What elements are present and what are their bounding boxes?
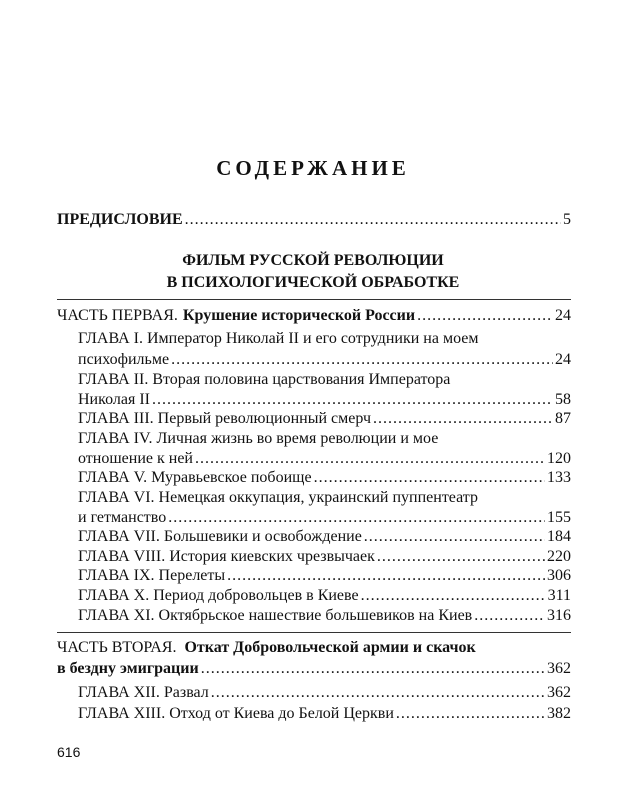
- leader-dots: [474, 606, 545, 626]
- chapter-1-title-line1: ГЛАВА I. Император Николай II и его сотрудники на моем: [78, 330, 479, 347]
- leader-dots: [377, 547, 545, 567]
- toc-entry-chapter-12[interactable]: [78, 683, 571, 703]
- chapter-9-title: ГЛАВА IX. Перелеты: [78, 567, 226, 584]
- leader-dots: [168, 508, 545, 528]
- leader-dots: [417, 306, 553, 326]
- toc-entry-chapter-7[interactable]: [78, 527, 571, 547]
- leader-dots: [361, 586, 546, 606]
- chapter-6-title-line2: и гетманство: [78, 509, 167, 526]
- section-heading-line2: В ПСИХОЛОГИЧЕСКОЙ ОБРАБОТКЕ: [166, 274, 460, 291]
- leader-dots: [201, 659, 545, 679]
- toc-entry-chapter-6[interactable]: [78, 508, 571, 528]
- chapter-2-title-line2: Николая II: [78, 391, 150, 408]
- page-number: 155: [547, 509, 571, 526]
- footer-page-number: 616: [57, 744, 81, 760]
- page-number: 133: [547, 469, 571, 486]
- page-number: 184: [547, 528, 571, 545]
- toc-entry-chapter-1[interactable]: [78, 350, 571, 370]
- page-number: 120: [547, 450, 571, 467]
- toc-entry-chapter-3[interactable]: [78, 409, 571, 429]
- part2-title-line1: Откат Добровольческой армии и скачок: [184, 639, 476, 656]
- leader-dots: [152, 390, 553, 410]
- page-number: 24: [555, 351, 571, 368]
- toc-entry-chapter-9[interactable]: [78, 566, 571, 586]
- part1-prefix: ЧАСТЬ ПЕРВАЯ.: [57, 307, 178, 324]
- page-number: 58: [555, 391, 571, 408]
- toc-entry-chapter-8[interactable]: [78, 547, 571, 567]
- chapter-3-title: ГЛАВА III. Первый революционный смерч: [78, 410, 371, 427]
- leader-dots: [373, 409, 553, 429]
- toc-entry-preface[interactable]: [57, 210, 571, 230]
- leader-dots: [195, 449, 545, 469]
- leader-dots: [314, 468, 545, 488]
- chapter-13-title: ГЛАВА XIII. Отход от Киева до Белой Церкви: [78, 705, 394, 722]
- toc-entry-chapter-5[interactable]: [78, 468, 571, 488]
- chapter-12-title: ГЛАВА XII. Развал: [78, 684, 209, 701]
- toc-entry-chapter-4[interactable]: [78, 449, 571, 469]
- page-number: 382: [547, 705, 571, 722]
- part2-title-line2: в бездну эмиграции: [57, 660, 199, 677]
- page-number: 87: [555, 410, 571, 427]
- page-number: 220: [547, 548, 571, 565]
- toc-entry-chapter-11[interactable]: [78, 606, 571, 626]
- part2-heading-line1: [57, 638, 476, 658]
- chapter-2-title-line1: ГЛАВА II. Вторая половина царствования Императора: [78, 371, 451, 388]
- chapter-11-title: ГЛАВА XI. Октябрьское нашествие большевиков на Киев: [78, 607, 473, 624]
- preface-label: ПРЕДИСЛОВИЕ: [57, 211, 183, 228]
- toc-entry-chapter-10[interactable]: [78, 586, 571, 606]
- chapter-4-title-line1: ГЛАВА IV. Личная жизнь во время революции и мое: [78, 430, 439, 447]
- leader-dots: [227, 566, 545, 586]
- toc-entry-part2[interactable]: [57, 659, 571, 679]
- leader-dots: [185, 210, 561, 230]
- page-number: 5: [563, 211, 571, 228]
- chapter-4-title-line2: отношение к ней: [78, 450, 193, 467]
- chapter-10-title: ГЛАВА X. Период добровольцев в Киеве: [78, 587, 359, 604]
- page-number: 306: [547, 567, 571, 584]
- page-number: 311: [547, 587, 571, 604]
- page-title: СОДЕРЖАНИЕ: [216, 156, 410, 180]
- chapter-7-title: ГЛАВА VII. Большевики и освобождение: [78, 528, 362, 545]
- toc-entry-chapter-13[interactable]: [78, 704, 571, 724]
- chapter-5-title: ГЛАВА V. Муравьевское побоище: [78, 469, 312, 486]
- divider: [57, 632, 571, 633]
- chapter-6-title-line1: ГЛАВА VI. Немецкая оккупация, украинский пуппентеатр: [78, 489, 478, 506]
- leader-dots: [171, 350, 553, 370]
- section-heading-line1: ФИЛЬМ РУССКОЙ РЕВОЛЮЦИИ: [182, 252, 444, 269]
- leader-dots: [364, 527, 545, 547]
- toc-entry-chapter-2[interactable]: [78, 390, 571, 410]
- page-number: 316: [547, 607, 571, 624]
- toc-entry-part1[interactable]: [57, 306, 571, 326]
- page-number: 362: [547, 660, 571, 677]
- chapter-1-title-line2: психофильме: [78, 351, 170, 368]
- part1-title: Крушение исторической России: [182, 307, 416, 324]
- page-number: 362: [547, 684, 571, 701]
- divider: [57, 299, 571, 300]
- part2-prefix: ЧАСТЬ ВТОРАЯ.: [57, 639, 177, 656]
- leader-dots: [211, 683, 545, 703]
- leader-dots: [396, 704, 545, 724]
- chapter-8-title: ГЛАВА VIII. История киевских чрезвычаек: [78, 548, 375, 565]
- page-number: 24: [555, 307, 571, 324]
